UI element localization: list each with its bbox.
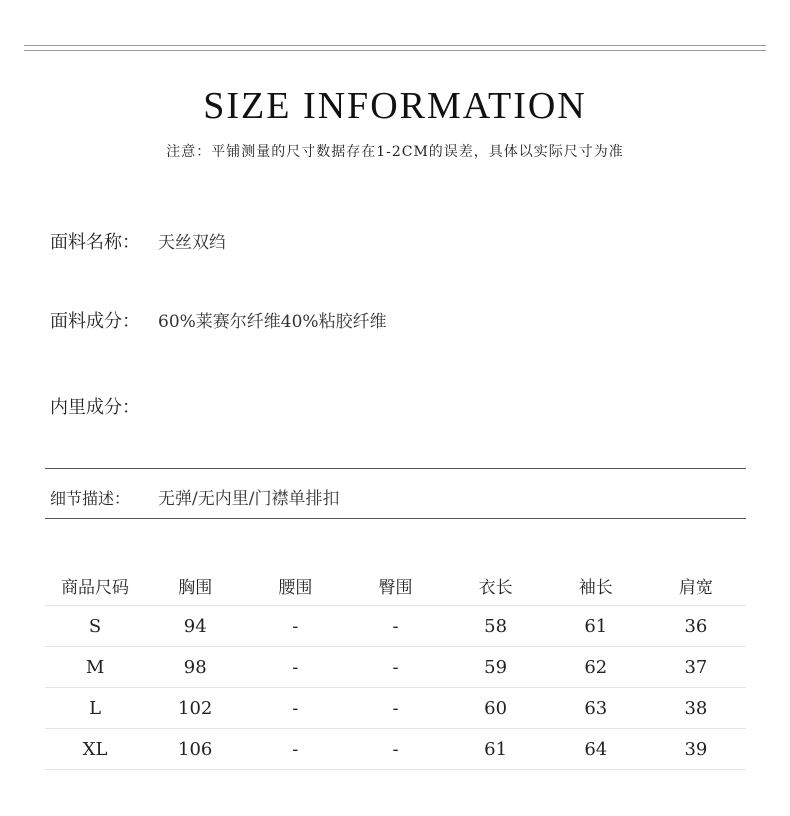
header-waist: 腰围	[278, 577, 313, 598]
cell-hip: -	[345, 688, 445, 729]
cell-chest: 102	[145, 688, 245, 729]
detail-label: 细节描述：	[50, 489, 131, 508]
fabric-name-label: 面料名称：	[50, 232, 140, 253]
detail-divider-bottom	[45, 518, 746, 519]
detail-row	[50, 484, 339, 509]
cell-hip: -	[345, 729, 445, 770]
cell-size: S	[45, 606, 145, 647]
cell-sleeve: 64	[546, 729, 646, 770]
header-sleeve: 袖长	[578, 577, 613, 598]
cell-size: XL	[45, 729, 145, 770]
size-table-header	[45, 565, 746, 606]
cell-waist: -	[245, 647, 345, 688]
size-table	[45, 565, 746, 770]
header-size: 商品尺码	[61, 577, 130, 598]
lining-composition-row	[50, 393, 158, 419]
fabric-name-row	[50, 228, 226, 254]
top-rule-1	[24, 45, 766, 46]
cell-length: 60	[446, 688, 546, 729]
table-row	[45, 729, 746, 770]
detail-divider-top	[45, 468, 746, 469]
header-length: 衣长	[478, 577, 513, 598]
cell-sleeve: 63	[546, 688, 646, 729]
cell-sleeve: 62	[546, 647, 646, 688]
cell-waist: -	[245, 606, 345, 647]
cell-chest: 94	[145, 606, 245, 647]
header-hip: 臀围	[378, 577, 413, 598]
table-row	[45, 688, 746, 729]
cell-hip: -	[345, 647, 445, 688]
cell-waist: -	[245, 688, 345, 729]
cell-waist: -	[245, 729, 345, 770]
cell-chest: 98	[145, 647, 245, 688]
measurement-note: 注意：平铺测量的尺寸数据存在1-2CM的误差，具体以实际尺寸为准	[166, 144, 624, 160]
cell-shoulder: 37	[646, 647, 746, 688]
cell-size: M	[45, 647, 145, 688]
fabric-composition-label: 面料成分：	[50, 311, 140, 332]
cell-length: 59	[446, 647, 546, 688]
top-rule-2	[24, 50, 766, 51]
cell-length: 58	[446, 606, 546, 647]
table-row	[45, 606, 746, 647]
page-title: SIZE INFORMATION	[203, 85, 587, 127]
detail-value: 无弹/无内里/门襟单排扣	[158, 489, 340, 509]
cell-shoulder: 36	[646, 606, 746, 647]
fabric-composition-row	[50, 307, 387, 333]
cell-sleeve: 61	[546, 606, 646, 647]
header-chest: 胸围	[178, 577, 213, 598]
fabric-composition-value: 60%莱赛尔纤维40%粘胶纤维	[158, 312, 387, 332]
fabric-name-value: 天丝双绉	[158, 233, 226, 253]
cell-chest: 106	[145, 729, 245, 770]
cell-hip: -	[345, 606, 445, 647]
table-row	[45, 647, 746, 688]
cell-size: L	[45, 688, 145, 729]
cell-length: 61	[446, 729, 546, 770]
cell-shoulder: 38	[646, 688, 746, 729]
header-shoulder: 肩宽	[678, 577, 713, 598]
cell-shoulder: 39	[646, 729, 746, 770]
lining-composition-label: 内里成分：	[50, 397, 140, 418]
